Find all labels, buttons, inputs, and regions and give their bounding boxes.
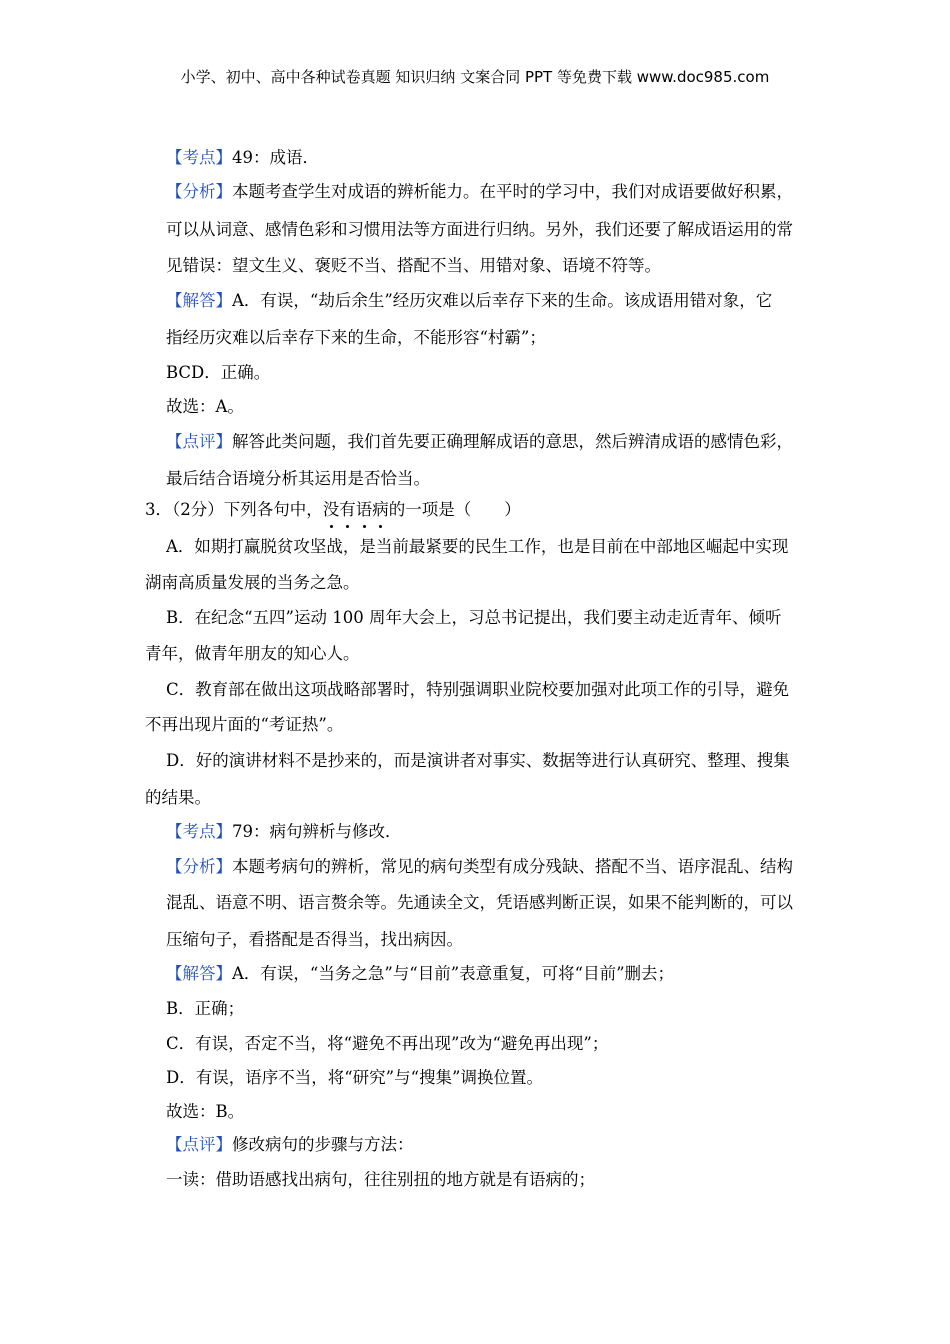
emphasis-dots xyxy=(323,498,389,522)
page-header: 小学、初中、高中各种试卷真题 知识归纳 文案合同 PPT 等免费下载 www.doc985.com xyxy=(180,68,770,86)
option-b-line-2: 青年，做青年朋友的知心人。 xyxy=(145,644,360,663)
fenxi-line-2: 可以从词意、感情色彩和习惯用法等方面进行归纳。另外，我们还要了解成语运用的常 xyxy=(166,220,793,239)
jieda-line-6: C．有误，否定不当，将“避免不再出现”改为“避免再出现”； xyxy=(166,1034,609,1053)
fenxi-line-4 xyxy=(166,855,793,879)
kaodian-tag: 【考点】 xyxy=(166,148,232,167)
option-c-line-1: C．教育部在做出这项战略部署时，特别强调职业院校要加强对此项工作的引导，避免 xyxy=(166,680,790,699)
emph-char: 病 xyxy=(372,498,389,522)
fenxi-text: 本题考病句的辨析，常见的病句类型有成分残缺、搭配不当、语序混乱、结构 xyxy=(232,857,793,876)
option-d-line-2: 的结果。 xyxy=(145,788,211,807)
emph-char: 没 xyxy=(323,498,340,522)
fenxi-line-3: 见错误：望文生义、褒贬不当、搭配不当、用错对象、语境不符等。 xyxy=(166,256,661,275)
fenxi-line-5: 混乱、语意不明、语言赘余等。先通读全文，凭语感判断正误，如果不能判断的，可以 xyxy=(166,893,793,912)
question-stem xyxy=(145,498,521,522)
jieda-line-3: BCD．正确。 xyxy=(166,363,271,382)
kaodian-text: 49：成语． xyxy=(232,148,319,167)
jieda-tag: 【解答】 xyxy=(166,964,232,983)
jieda-text: A．有误，“劫后余生”经历灾难以后幸存下来的生命。该成语用错对象，它 xyxy=(232,291,773,310)
dianping-text: 解答此类问题，我们首先要正确理解成语的意思，然后辨清成语的感情色彩， xyxy=(232,432,793,451)
dianping-line-3 xyxy=(166,1133,414,1157)
dianping-line-2: 最后结合语境分析其运用是否恰当。 xyxy=(166,469,430,488)
fenxi-text: 本题考查学生对成语的辨析能力。在平时的学习中，我们对成语要做好积累， xyxy=(232,182,793,201)
jieda-line-1 xyxy=(166,289,772,313)
fenxi-line-6: 压缩句子，看搭配是否得当，找出病因。 xyxy=(166,930,463,949)
fenxi-line-1 xyxy=(166,180,793,204)
jieda-tag: 【解答】 xyxy=(166,291,232,310)
kaodian-line-2 xyxy=(166,820,402,844)
dianping-line-1 xyxy=(166,430,793,454)
dianping-tag: 【点评】 xyxy=(166,432,232,451)
kaodian-text: 79：病句辨析与修改． xyxy=(232,822,402,841)
emph-char: 有 xyxy=(339,498,356,522)
option-d-line-1: D．好的演讲材料不是抄来的，而是演讲者对事实、数据等进行认真研究、整理、搜集 xyxy=(166,751,790,770)
answer-choice-1: 故选：A。 xyxy=(166,397,244,416)
question-stem-after: 的一项是（ ） xyxy=(388,500,521,519)
jieda-text: A．有误，“当务之急”与“目前”表意重复，可将“目前”删去； xyxy=(232,964,675,983)
option-b-line-1: B．在纪念“五四”运动 100 周年大会上，习总书记提出，我们要主动走近青年、倾听 xyxy=(166,608,782,627)
answer-choice-2: 故选：B。 xyxy=(166,1102,245,1121)
kaodian-tag: 【考点】 xyxy=(166,822,232,841)
emph-char: 语 xyxy=(356,498,373,522)
fenxi-tag: 【分析】 xyxy=(166,182,232,201)
dianping-tag: 【点评】 xyxy=(166,1135,232,1154)
option-a-line-2: 湖南高质量发展的当务之急。 xyxy=(145,573,360,592)
jieda-line-4 xyxy=(166,962,674,986)
kaodian-line-1 xyxy=(166,146,319,170)
dianping-line-4: 一读：借助语感找出病句，往往别扭的地方就是有语病的； xyxy=(166,1170,595,1189)
dianping-text: 修改病句的步骤与方法： xyxy=(232,1135,414,1154)
fenxi-tag: 【分析】 xyxy=(166,857,232,876)
jieda-line-7: D．有误，语序不当，将“研究”与“搜集”调换位置。 xyxy=(166,1068,543,1087)
jieda-line-5: B．正确； xyxy=(166,999,245,1018)
option-a-line-1: A．如期打赢脱贫攻坚战，是当前最紧要的民生工作，也是目前在中部地区崛起中实现 xyxy=(166,537,789,556)
jieda-line-2: 指经历灾难以后幸存下来的生命，不能形容“村霸”； xyxy=(166,328,546,347)
question-stem-before: 3．（2分）下列各句中， xyxy=(145,500,323,519)
option-c-line-2: 不再出现片面的“考证热”。 xyxy=(145,715,344,734)
